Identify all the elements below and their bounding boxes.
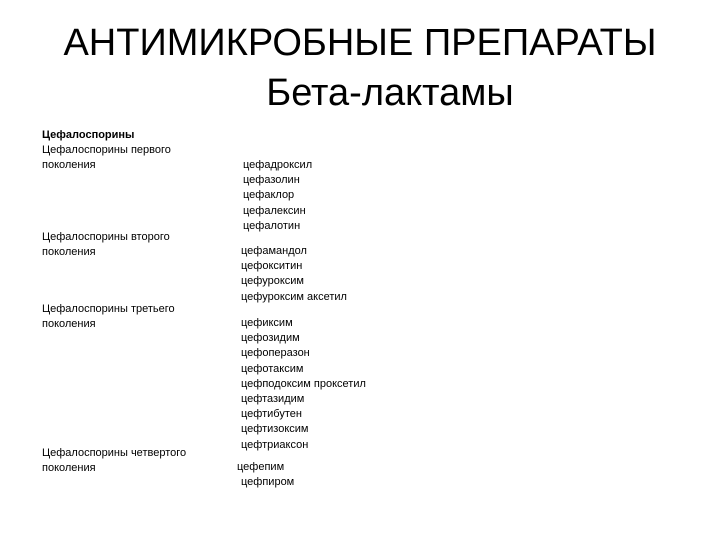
drug-list-fourth: [237, 460, 294, 490]
slide-subtitle: Бета-лактамы: [266, 72, 514, 114]
drug-list-first: [243, 158, 312, 234]
slide-title: АНТИМИКРОБНЫЕ ПРЕПАРАТЫ: [63, 22, 657, 64]
drug-item: цефазолин: [243, 174, 300, 187]
generation-label-second: Цефалоспорины второго поколения: [42, 231, 170, 258]
drug-item: цефалотин: [243, 219, 301, 232]
drug-item: цефтазидим: [241, 393, 305, 406]
drug-item: цефтибутен: [241, 408, 302, 421]
drug-item: цефуроксим аксетил: [241, 290, 347, 303]
drug-item: цефтизоксим: [241, 423, 309, 436]
drug-item: цефуроксим: [241, 275, 304, 288]
drug-item: цефиксим: [241, 317, 293, 329]
generation-label-fourth: Цефалоспорины четвертого поколения: [42, 447, 187, 474]
drug-item: цефамандол: [241, 245, 307, 257]
drug-item: цефотаксим: [241, 362, 304, 375]
drug-list-third: [241, 316, 366, 453]
drug-item: цефалексин: [243, 204, 306, 217]
drug-list-second: [241, 244, 347, 305]
generation-label-third: Цефалоспорины третьего поколения: [42, 303, 175, 330]
drug-item: цефепим: [237, 461, 285, 473]
drug-item: цефпиром: [241, 476, 295, 489]
drug-item: цефаклор: [243, 189, 295, 202]
drug-item: цефозидим: [241, 332, 300, 345]
drug-item: цефадроксил: [243, 159, 313, 171]
drug-item: цефтриаксон: [241, 438, 309, 451]
section-heading: Цефалоспорины: [42, 129, 135, 141]
drug-item: цефокситин: [241, 260, 303, 273]
drug-item: цефоперазон: [241, 347, 310, 360]
drug-item: цефподоксим проксетил: [241, 377, 366, 390]
generation-label-first: Цефалоспорины первого поколения: [42, 144, 171, 171]
